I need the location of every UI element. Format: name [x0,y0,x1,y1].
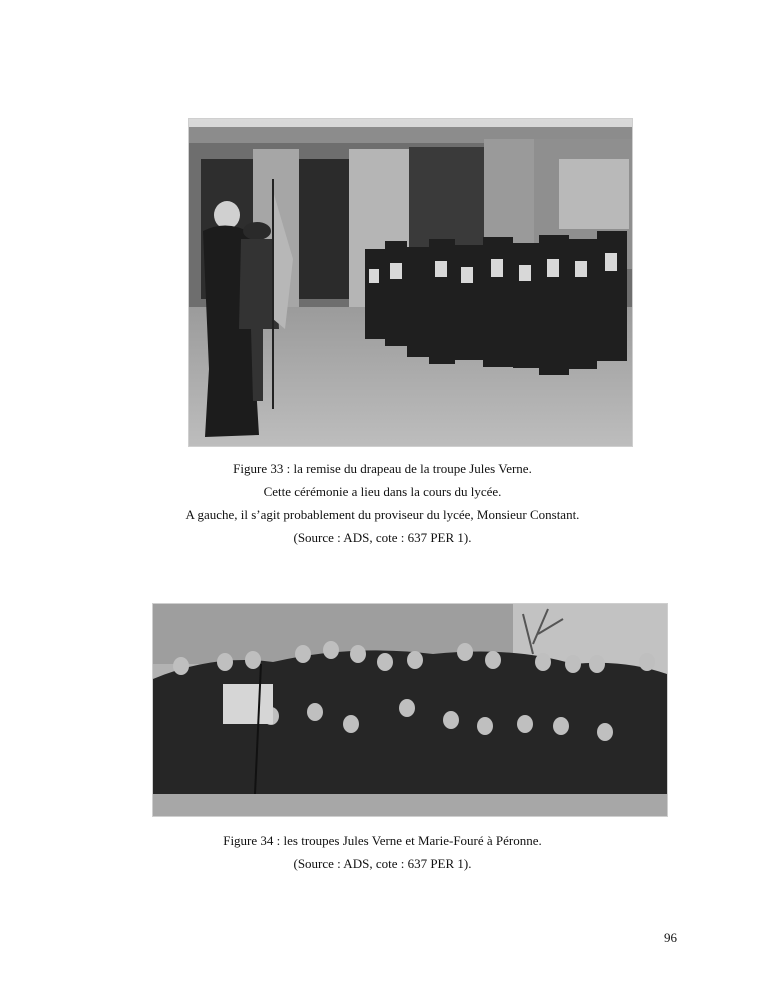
figure-34-caption [0,829,765,875]
caption-line: (Source : ADS, cote : 637 PER 1). [293,856,472,871]
caption-line: A gauche, il s’agit probablement du proviseur du lycée, Monsieur Constant. [185,507,580,522]
figure-33-caption [0,457,765,549]
page-number: 96 [664,930,677,945]
caption-line: Figure 33 : la remise du drapeau de la troupe Jules Verne. [233,461,532,476]
figure-34-photo [152,603,668,817]
caption-line: (Source : ADS, cote : 637 PER 1). [293,530,472,545]
figure-33-photo [188,118,633,447]
caption-line: Cette cérémonie a lieu dans la cours du lycée. [263,484,502,499]
caption-line: Figure 34 : les troupes Jules Verne et Marie-Fouré à Péronne. [223,833,542,848]
